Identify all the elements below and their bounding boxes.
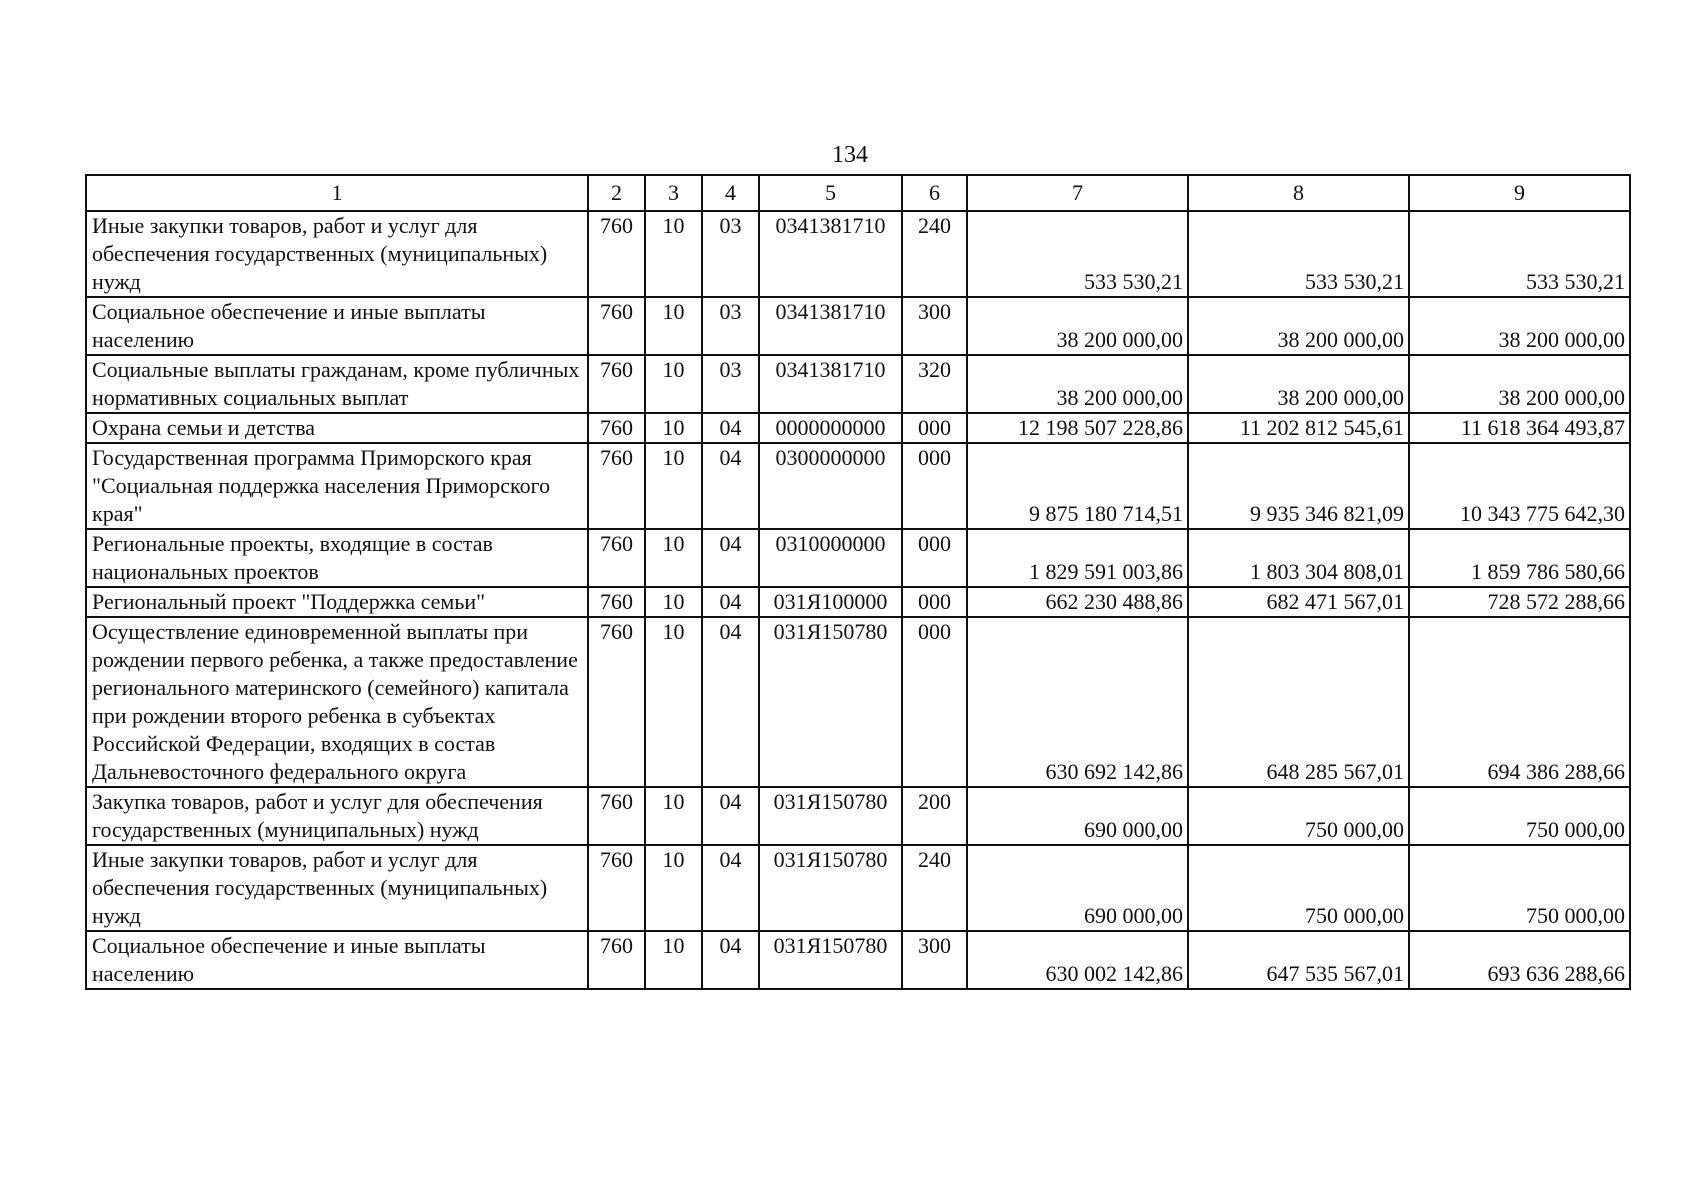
expense-type-cell: 240 [902, 211, 967, 297]
target-article-cell: 031Я150780 [759, 617, 902, 787]
column-header: 3 [645, 175, 702, 211]
subsection-cell: 04 [702, 413, 759, 443]
amount-cell-9: 10 343 775 642,30 [1409, 443, 1630, 529]
column-header: 5 [759, 175, 902, 211]
expense-type-cell: 000 [902, 617, 967, 787]
row-name-cell: Региональный проект "Поддержка семьи" [86, 587, 588, 617]
target-article-cell: 031Я150780 [759, 931, 902, 989]
amount-cell-7: 12 198 507 228,86 [967, 413, 1188, 443]
amount-cell-8: 11 202 812 545,61 [1188, 413, 1409, 443]
section-cell: 10 [645, 297, 702, 355]
column-header: 8 [1188, 175, 1409, 211]
expense-type-cell: 000 [902, 587, 967, 617]
page-number: 134 [832, 142, 868, 168]
amount-cell-9: 693 636 288,66 [1409, 931, 1630, 989]
amount-cell-7: 38 200 000,00 [967, 355, 1188, 413]
row-name-cell: Иные закупки товаров, работ и услуг для обеспечения государственных (муниципальных) нужд [86, 845, 588, 931]
subsection-cell: 04 [702, 931, 759, 989]
row-name-cell: Иные закупки товаров, работ и услуг для обеспечения государственных (муниципальных) нужд [86, 211, 588, 297]
amount-cell-8: 38 200 000,00 [1188, 297, 1409, 355]
code-cell: 760 [588, 845, 645, 931]
code-cell: 760 [588, 443, 645, 529]
target-article-cell: 0300000000 [759, 443, 902, 529]
amount-cell-7: 630 692 142,86 [967, 617, 1188, 787]
section-cell: 10 [645, 845, 702, 931]
expense-type-cell: 300 [902, 297, 967, 355]
section-cell: 10 [645, 931, 702, 989]
section-cell: 10 [645, 587, 702, 617]
row-name-cell: Социальное обеспечение и иные выплаты населению [86, 931, 588, 989]
table-row [86, 617, 1630, 787]
target-article-cell: 0341381710 [759, 297, 902, 355]
expense-type-cell: 240 [902, 845, 967, 931]
row-name-cell: Государственная программа Приморского края "Социальная поддержка населения Приморского края" [86, 443, 588, 529]
table-row [86, 211, 1630, 297]
table-row [86, 355, 1630, 413]
amount-cell-7: 630 002 142,86 [967, 931, 1188, 989]
subsection-cell: 04 [702, 617, 759, 787]
code-cell: 760 [588, 297, 645, 355]
column-header: 1 [86, 175, 588, 211]
section-cell: 10 [645, 787, 702, 845]
amount-cell-8: 1 803 304 808,01 [1188, 529, 1409, 587]
amount-cell-8: 682 471 567,01 [1188, 587, 1409, 617]
subsection-cell: 04 [702, 787, 759, 845]
target-article-cell: 0310000000 [759, 529, 902, 587]
section-cell: 10 [645, 413, 702, 443]
column-header: 4 [702, 175, 759, 211]
amount-cell-9: 38 200 000,00 [1409, 297, 1630, 355]
target-article-cell: 031Я100000 [759, 587, 902, 617]
subsection-cell: 04 [702, 587, 759, 617]
expense-type-cell: 000 [902, 413, 967, 443]
subsection-cell: 03 [702, 211, 759, 297]
target-article-cell: 0341381710 [759, 211, 902, 297]
target-article-cell: 031Я150780 [759, 845, 902, 931]
expense-type-cell: 000 [902, 529, 967, 587]
expense-type-cell: 200 [902, 787, 967, 845]
column-header: 6 [902, 175, 967, 211]
section-cell: 10 [645, 211, 702, 297]
target-article-cell: 031Я150780 [759, 787, 902, 845]
section-cell: 10 [645, 617, 702, 787]
subsection-cell: 04 [702, 443, 759, 529]
amount-cell-9: 694 386 288,66 [1409, 617, 1630, 787]
amount-cell-7: 690 000,00 [967, 787, 1188, 845]
amount-cell-8: 647 535 567,01 [1188, 931, 1409, 989]
amount-cell-8: 533 530,21 [1188, 211, 1409, 297]
amount-cell-7: 690 000,00 [967, 845, 1188, 931]
amount-cell-9: 533 530,21 [1409, 211, 1630, 297]
code-cell: 760 [588, 211, 645, 297]
amount-cell-8: 9 935 346 821,09 [1188, 443, 1409, 529]
table-row [86, 787, 1630, 845]
subsection-cell: 04 [702, 845, 759, 931]
section-cell: 10 [645, 443, 702, 529]
target-article-cell: 0000000000 [759, 413, 902, 443]
row-name-cell: Осуществление единовременной выплаты при рождении первого ребенка, а также предоставление регионального материнского (семейного) капитала при рождении второго ребенка в субъектах Российской Федерации, входящих в состав Дальневосточного федерального округа [86, 617, 588, 787]
amount-cell-8: 38 200 000,00 [1188, 355, 1409, 413]
amount-cell-9: 38 200 000,00 [1409, 355, 1630, 413]
amount-cell-9: 728 572 288,66 [1409, 587, 1630, 617]
table-row [86, 529, 1630, 587]
subsection-cell: 03 [702, 355, 759, 413]
amount-cell-7: 1 829 591 003,86 [967, 529, 1188, 587]
budget-table [85, 174, 1631, 990]
table-row [86, 931, 1630, 989]
column-header: 9 [1409, 175, 1630, 211]
column-header: 2 [588, 175, 645, 211]
amount-cell-7: 662 230 488,86 [967, 587, 1188, 617]
target-article-cell: 0341381710 [759, 355, 902, 413]
section-cell: 10 [645, 529, 702, 587]
amount-cell-7: 9 875 180 714,51 [967, 443, 1188, 529]
code-cell: 760 [588, 931, 645, 989]
table-row [86, 845, 1630, 931]
section-cell: 10 [645, 355, 702, 413]
amount-cell-8: 648 285 567,01 [1188, 617, 1409, 787]
code-cell: 760 [588, 787, 645, 845]
expense-type-cell: 000 [902, 443, 967, 529]
code-cell: 760 [588, 413, 645, 443]
column-header: 7 [967, 175, 1188, 211]
row-name-cell: Региональные проекты, входящие в состав национальных проектов [86, 529, 588, 587]
table-row [86, 443, 1630, 529]
table-body [86, 211, 1630, 989]
table-row [86, 297, 1630, 355]
subsection-cell: 04 [702, 529, 759, 587]
row-name-cell: Социальные выплаты гражданам, кроме публичных нормативных социальных выплат [86, 355, 588, 413]
amount-cell-8: 750 000,00 [1188, 845, 1409, 931]
row-name-cell: Охрана семьи и детства [86, 413, 588, 443]
amount-cell-8: 750 000,00 [1188, 787, 1409, 845]
code-cell: 760 [588, 587, 645, 617]
amount-cell-9: 750 000,00 [1409, 787, 1630, 845]
row-name-cell: Закупка товаров, работ и услуг для обеспечения государственных (муниципальных) нужд [86, 787, 588, 845]
code-cell: 760 [588, 617, 645, 787]
amount-cell-9: 750 000,00 [1409, 845, 1630, 931]
amount-cell-7: 533 530,21 [967, 211, 1188, 297]
header-row [86, 175, 1630, 211]
amount-cell-9: 11 618 364 493,87 [1409, 413, 1630, 443]
code-cell: 760 [588, 529, 645, 587]
expense-type-cell: 300 [902, 931, 967, 989]
amount-cell-9: 1 859 786 580,66 [1409, 529, 1630, 587]
row-name-cell: Социальное обеспечение и иные выплаты населению [86, 297, 588, 355]
table-row [86, 413, 1630, 443]
expense-type-cell: 320 [902, 355, 967, 413]
code-cell: 760 [588, 355, 645, 413]
amount-cell-7: 38 200 000,00 [967, 297, 1188, 355]
subsection-cell: 03 [702, 297, 759, 355]
table-row [86, 587, 1630, 617]
